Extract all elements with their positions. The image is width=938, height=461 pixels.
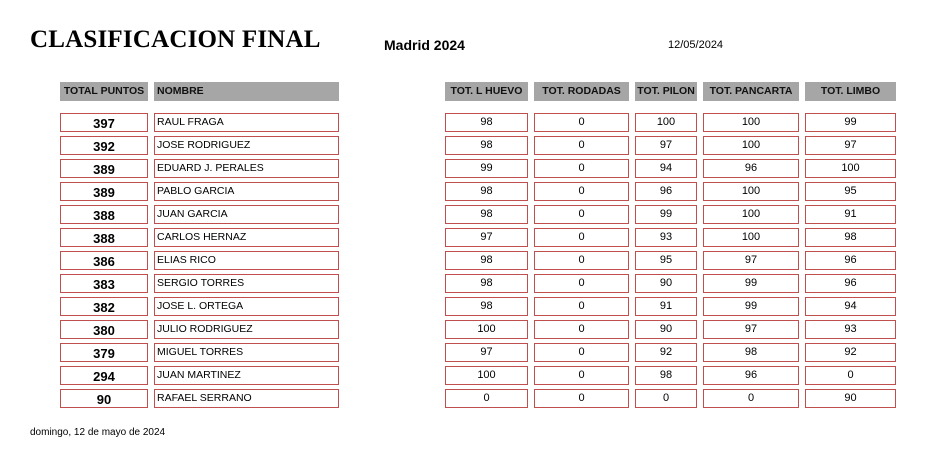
tot-limbo-cell: 100 [805,159,896,178]
tot-pancarta-cell: 98 [703,343,799,362]
header-tot-pilon: TOT. PILON [635,82,697,101]
tot-l-huevo-cell: 100 [445,366,528,385]
total-puntos-cell: 386 [60,251,148,270]
header-nombre: NOMBRE [154,82,339,101]
tot-limbo-cell: 0 [805,366,896,385]
table-row [0,182,938,205]
tot-pilon-cell: 93 [635,228,697,247]
classification-table [0,113,938,412]
tot-limbo-cell: 93 [805,320,896,339]
tot-l-huevo-cell: 98 [445,136,528,155]
total-puntos-cell: 389 [60,182,148,201]
tot-rodadas-cell: 0 [534,297,629,316]
tot-pancarta-cell: 0 [703,389,799,408]
tot-pancarta-cell: 100 [703,228,799,247]
tot-pilon-cell: 100 [635,113,697,132]
nombre-cell: ELIAS RICO [154,251,339,270]
tot-l-huevo-cell: 98 [445,182,528,201]
tot-pilon-cell: 0 [635,389,697,408]
tot-limbo-cell: 92 [805,343,896,362]
nombre-cell: MIGUEL TORRES [154,343,339,362]
tot-rodadas-cell: 0 [534,274,629,293]
table-row [0,297,938,320]
tot-pancarta-cell: 97 [703,251,799,270]
tot-pancarta-cell: 99 [703,274,799,293]
tot-rodadas-cell: 0 [534,113,629,132]
tot-l-huevo-cell: 0 [445,389,528,408]
tot-limbo-cell: 96 [805,274,896,293]
tot-pancarta-cell: 97 [703,320,799,339]
tot-pilon-cell: 90 [635,274,697,293]
tot-pancarta-cell: 100 [703,113,799,132]
tot-pilon-cell: 95 [635,251,697,270]
tot-limbo-cell: 97 [805,136,896,155]
tot-l-huevo-cell: 98 [445,113,528,132]
tot-l-huevo-cell: 98 [445,274,528,293]
header-tot-limbo: TOT. LIMBO [805,82,896,101]
table-row [0,251,938,274]
nombre-cell: JUAN MARTINEZ [154,366,339,385]
footer-date: domingo, 12 de mayo de 2024 [30,427,166,438]
tot-rodadas-cell: 0 [534,389,629,408]
tot-l-huevo-cell: 98 [445,205,528,224]
table-row [0,205,938,228]
table-row [0,366,938,389]
total-puntos-cell: 388 [60,205,148,224]
nombre-cell: JULIO RODRIGUEZ [154,320,339,339]
tot-rodadas-cell: 0 [534,182,629,201]
event-date: 12/05/2024 [668,39,724,51]
total-puntos-cell: 380 [60,320,148,339]
total-puntos-cell: 379 [60,343,148,362]
tot-pilon-cell: 98 [635,366,697,385]
tot-pilon-cell: 97 [635,136,697,155]
tot-rodadas-cell: 0 [534,343,629,362]
tot-pancarta-cell: 100 [703,136,799,155]
header-total-puntos: TOTAL PUNTOS [60,82,148,101]
tot-pilon-cell: 90 [635,320,697,339]
header-tot-rodadas: TOT. RODADAS [534,82,629,101]
total-puntos-cell: 392 [60,136,148,155]
nombre-cell: JOSE L. ORTEGA [154,297,339,316]
tot-limbo-cell: 99 [805,113,896,132]
table-row [0,343,938,366]
tot-limbo-cell: 91 [805,205,896,224]
total-puntos-cell: 388 [60,228,148,247]
tot-pilon-cell: 92 [635,343,697,362]
tot-l-huevo-cell: 99 [445,159,528,178]
total-puntos-cell: 382 [60,297,148,316]
nombre-cell: SERGIO TORRES [154,274,339,293]
tot-limbo-cell: 94 [805,297,896,316]
total-puntos-cell: 294 [60,366,148,385]
tot-rodadas-cell: 0 [534,251,629,270]
nombre-cell: JUAN GARCIA [154,205,339,224]
tot-rodadas-cell: 0 [534,320,629,339]
table-row [0,389,938,412]
tot-pancarta-cell: 100 [703,182,799,201]
tot-limbo-cell: 95 [805,182,896,201]
table-row [0,228,938,251]
tot-l-huevo-cell: 98 [445,251,528,270]
table-row [0,159,938,182]
tot-rodadas-cell: 0 [534,366,629,385]
tot-pancarta-cell: 96 [703,366,799,385]
header-tot-l-huevo: TOT. L HUEVO [445,82,528,101]
tot-rodadas-cell: 0 [534,205,629,224]
tot-l-huevo-cell: 97 [445,228,528,247]
nombre-cell: CARLOS HERNAZ [154,228,339,247]
nombre-cell: RAUL FRAGA [154,113,339,132]
tot-pilon-cell: 91 [635,297,697,316]
event-location: Madrid 2024 [384,37,465,53]
page-title: CLASIFICACION FINAL [30,26,321,53]
table-row [0,113,938,136]
nombre-cell: JOSE RODRIGUEZ [154,136,339,155]
nombre-cell: EDUARD J. PERALES [154,159,339,178]
tot-l-huevo-cell: 100 [445,320,528,339]
table-row [0,320,938,343]
tot-limbo-cell: 98 [805,228,896,247]
header-tot-pancarta: TOT. PANCARTA [703,82,799,101]
tot-l-huevo-cell: 97 [445,343,528,362]
nombre-cell: RAFAEL SERRANO [154,389,339,408]
tot-pilon-cell: 96 [635,182,697,201]
tot-l-huevo-cell: 98 [445,297,528,316]
tot-rodadas-cell: 0 [534,159,629,178]
tot-rodadas-cell: 0 [534,136,629,155]
tot-pancarta-cell: 96 [703,159,799,178]
tot-pancarta-cell: 100 [703,205,799,224]
tot-pilon-cell: 99 [635,205,697,224]
table-row [0,136,938,159]
tot-limbo-cell: 90 [805,389,896,408]
total-puntos-cell: 383 [60,274,148,293]
total-puntos-cell: 90 [60,389,148,408]
total-puntos-cell: 397 [60,113,148,132]
tot-pilon-cell: 94 [635,159,697,178]
total-puntos-cell: 389 [60,159,148,178]
tot-rodadas-cell: 0 [534,228,629,247]
nombre-cell: PABLO GARCIA [154,182,339,201]
tot-pancarta-cell: 99 [703,297,799,316]
table-row [0,274,938,297]
tot-limbo-cell: 96 [805,251,896,270]
